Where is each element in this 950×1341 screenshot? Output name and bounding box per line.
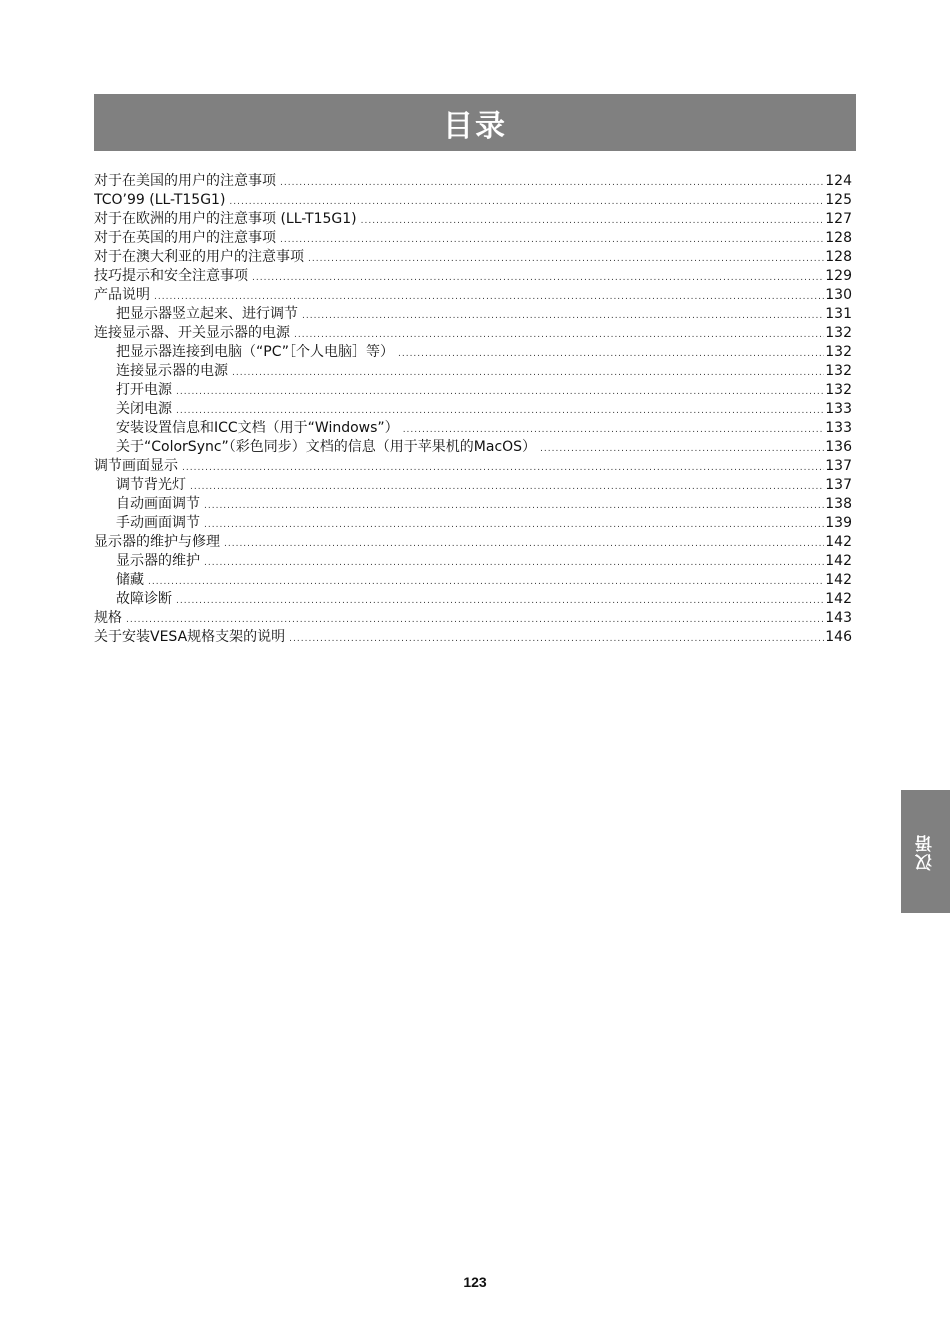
toc-entry[interactable] — [94, 533, 852, 552]
dot-leader — [252, 269, 824, 286]
dot-leader — [229, 193, 824, 210]
toc-entry-page: 142 — [825, 572, 852, 588]
dot-leader — [294, 326, 824, 343]
toc-entry-page: 132 — [825, 382, 852, 398]
dot-leader — [280, 174, 824, 191]
toc-entry-page: 142 — [825, 591, 852, 607]
dot-leader — [403, 421, 824, 438]
dot-leader — [361, 212, 824, 229]
toc-entry-label: 规格 — [94, 610, 122, 626]
toc-entry-page: 131 — [825, 306, 852, 322]
toc-entry-page: 132 — [825, 363, 852, 379]
dot-leader — [204, 554, 824, 571]
toc-entry-page: 136 — [825, 439, 852, 455]
dot-leader — [148, 573, 824, 590]
toc-entry[interactable] — [94, 229, 852, 248]
toc-entry-page: 124 — [825, 173, 852, 189]
toc-entry-page: 139 — [825, 515, 852, 531]
toc-entry-label: 关于安装VESA规格支架的说明 — [94, 629, 286, 645]
toc-entry-label: 关闭电源 — [116, 401, 172, 417]
dot-leader — [176, 402, 824, 419]
dot-leader — [540, 440, 824, 457]
toc-entry[interactable] — [94, 248, 852, 267]
toc-entry[interactable] — [94, 172, 852, 191]
toc-entry-label: 对于在欧洲的用户的注意事项 (LL-T15G1) — [94, 211, 357, 227]
toc-entry[interactable] — [94, 514, 852, 533]
toc-entry-label: 对于在美国的用户的注意事项 — [94, 173, 276, 189]
toc-entry-page: 137 — [825, 477, 852, 493]
dot-leader — [398, 345, 824, 362]
title-banner — [94, 94, 856, 151]
toc-entry-page: 128 — [825, 249, 852, 265]
toc-entry-page: 130 — [825, 287, 852, 303]
toc-entry-label: 显示器的维护 — [116, 553, 200, 569]
toc-entry-page: 146 — [825, 629, 852, 645]
dot-leader — [224, 535, 824, 552]
dot-leader — [154, 288, 824, 305]
toc-entry-label: 对于在英国的用户的注意事项 — [94, 230, 276, 246]
toc-entry-page: 128 — [825, 230, 852, 246]
dot-leader — [289, 630, 824, 647]
toc-entry-page: 142 — [825, 534, 852, 550]
toc-entry-page: 132 — [825, 344, 852, 360]
toc-entry[interactable] — [94, 495, 852, 514]
toc-entry-label: 显示器的维护与修理 — [94, 534, 220, 550]
toc-entry[interactable] — [94, 381, 852, 400]
toc-entry[interactable] — [94, 286, 852, 305]
toc-entry-page: 133 — [825, 420, 852, 436]
dot-leader — [182, 459, 824, 476]
toc-entry-label: 故障诊断 — [116, 591, 172, 607]
toc-entry-label: 把显示器竖立起来、进行调节 — [116, 306, 298, 322]
dot-leader — [126, 611, 824, 628]
toc-entry-page: 125 — [825, 192, 852, 208]
page-number: 123 — [463, 1274, 487, 1290]
toc-entry-label: 技巧提示和安全注意事项 — [94, 268, 248, 284]
dot-leader — [280, 231, 824, 248]
toc-entry-page: 132 — [825, 325, 852, 341]
toc-entry-label: 自动画面调节 — [116, 496, 200, 512]
toc-entry[interactable] — [94, 590, 852, 609]
toc-entry[interactable] — [94, 609, 852, 628]
toc-entry-page: 129 — [825, 268, 852, 284]
side-tab-label: 汉语 — [916, 832, 936, 871]
toc-entry[interactable] — [94, 438, 852, 457]
toc-entry[interactable] — [94, 267, 852, 286]
toc-entry[interactable] — [94, 552, 852, 571]
page-title: 目录 — [443, 108, 507, 144]
language-side-tab — [901, 790, 950, 913]
toc-entry-page: 127 — [825, 211, 852, 227]
toc-entry[interactable] — [94, 457, 852, 476]
toc-entry-label: 对于在澳大利亚的用户的注意事项 — [94, 249, 304, 265]
toc-entry[interactable] — [94, 400, 852, 419]
toc-entry[interactable] — [94, 628, 852, 647]
toc-entry-label: 储藏 — [116, 572, 144, 588]
toc-entry-label: TCO’99 (LL-T15G1) — [94, 192, 226, 208]
toc-entry[interactable] — [94, 571, 852, 590]
toc-entry-page: 137 — [825, 458, 852, 474]
dot-leader — [204, 497, 824, 514]
toc-entry-label: 关于“ColorSync”（彩色同步）文档的信息（用于苹果机的MacOS） — [116, 439, 537, 455]
toc-entry[interactable] — [94, 419, 852, 438]
toc-entry-label: 把显示器连接到电脑（“PC”［个人电脑］等） — [116, 344, 394, 360]
toc-entry-page: 142 — [825, 553, 852, 569]
toc-entry-label: 连接显示器的电源 — [116, 363, 228, 379]
toc-entry-label: 产品说明 — [94, 287, 150, 303]
toc-entry[interactable] — [94, 476, 852, 495]
toc-entry-label: 连接显示器、开关显示器的电源 — [94, 325, 290, 341]
toc-entry-page: 138 — [825, 496, 852, 512]
dot-leader — [204, 516, 824, 533]
toc-entry-label: 调节背光灯 — [116, 477, 186, 493]
dot-leader — [302, 307, 824, 324]
toc-entry-label: 打开电源 — [116, 382, 172, 398]
dot-leader — [190, 478, 824, 495]
toc-entry[interactable] — [94, 191, 852, 210]
toc-entry-page: 143 — [825, 610, 852, 626]
toc-entry[interactable] — [94, 343, 852, 362]
table-of-contents — [94, 172, 852, 647]
toc-entry-page: 133 — [825, 401, 852, 417]
toc-entry[interactable] — [94, 210, 852, 229]
toc-entry-label: 调节画面显示 — [94, 458, 178, 474]
toc-entry[interactable] — [94, 362, 852, 381]
dot-leader — [308, 250, 824, 267]
toc-entry-label: 安装设置信息和ICC文档（用于“Windows”） — [116, 420, 399, 436]
dot-leader — [232, 364, 824, 381]
toc-entry-label: 手动画面调节 — [116, 515, 200, 531]
toc-entry[interactable] — [94, 305, 852, 324]
dot-leader — [176, 592, 824, 609]
toc-entry[interactable] — [94, 324, 852, 343]
dot-leader — [176, 383, 824, 400]
